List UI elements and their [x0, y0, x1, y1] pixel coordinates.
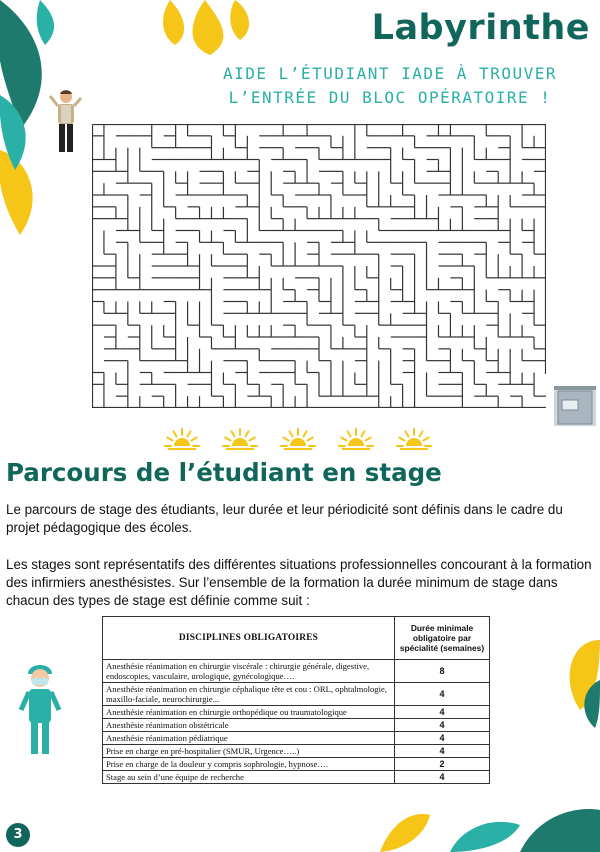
table-row — [103, 771, 490, 784]
operating-room-door — [554, 386, 596, 426]
sun-icon — [165, 429, 199, 449]
table-header-row — [103, 617, 490, 660]
table-body — [103, 660, 490, 784]
duration-cell: 4 — [395, 771, 490, 784]
student-figure — [48, 88, 84, 156]
sun-divider — [160, 422, 440, 452]
section-title: Parcours de l’étudiant en stage — [6, 458, 442, 487]
discipline-cell: Anesthésie réanimation pédiatrique — [103, 732, 395, 745]
table-row — [103, 719, 490, 732]
subtitle-line-1: AIDE L’ÉTUDIANT IADE À TROUVER — [223, 64, 557, 83]
discipline-cell: Stage au sein d’une équipe de recherche — [103, 771, 395, 784]
header-disciplines: DISCIPLINES OBLIGATOIRES — [103, 617, 395, 660]
leaf-decoration-bottom-right — [360, 795, 600, 852]
sun-icon — [397, 429, 431, 449]
table-row — [103, 745, 490, 758]
discipline-cell: Anesthésie réanimation obstétricale — [103, 719, 395, 732]
sun-icon — [339, 429, 373, 449]
duration-cell: 4 — [395, 706, 490, 719]
paragraph-1: Le parcours de stage des étudiants, leur durée et leur périodicité sont définis dans le cadre du projet pédagogique des écoles. — [6, 502, 563, 535]
table-row — [103, 683, 490, 706]
discipline-cell: Prise en charge de la douleur y compris sophrologie, hypnose…. — [103, 758, 395, 771]
subtitle-line-2: L’ENTRÉE DU BLOC OPÉRATOIRE ! — [228, 88, 552, 107]
leaf-decoration-right — [540, 620, 600, 730]
table-row — [103, 732, 490, 745]
table-row — [103, 758, 490, 771]
paragraph-2: Les stages sont représentatifs des différentes situations professionnelles concourant à la formation des infirmiers anesthésistes. Sur l’ensemble de la formation la durée minimum de stage dans chacun des types de stage est définie comme suit : — [6, 557, 592, 608]
flower-decoration-top — [150, 0, 260, 60]
discipline-cell: Anesthésie réanimation en chirurgie céphalique tête et cou : ORL, ophtalmologie, maxillo-faciale, neurochirurgie... — [103, 683, 395, 706]
requirements-table — [102, 616, 490, 784]
discipline-cell: Prise en charge en pré-hospitalier (SMUR, Urgence…..) — [103, 745, 395, 758]
table-row — [103, 706, 490, 719]
subtitle — [180, 62, 600, 110]
discipline-cell: Anesthésie réanimation en chirurgie viscérale : chirurgie générale, digestive, endoscopies, vasculaire, urologique, gynécologique…. — [103, 660, 395, 683]
header-duration: Durée minimale obligatoire par spécialité (semaines) — [395, 617, 490, 660]
page-title: Labyrinthe — [371, 8, 590, 48]
duration-cell: 4 — [395, 683, 490, 706]
page-number: 3 — [6, 823, 30, 847]
duration-cell: 8 — [395, 660, 490, 683]
discipline-cell: Anesthésie réanimation en chirurgie orthopédique ou traumatologique — [103, 706, 395, 719]
table-row — [103, 660, 490, 683]
sun-icon — [281, 429, 315, 449]
duration-cell: 4 — [395, 732, 490, 745]
sun-icon — [223, 429, 257, 449]
duration-cell: 4 — [395, 719, 490, 732]
duration-cell: 2 — [395, 758, 490, 771]
duration-cell: 4 — [395, 745, 490, 758]
maze — [92, 124, 546, 408]
nurse-figure — [18, 662, 62, 758]
